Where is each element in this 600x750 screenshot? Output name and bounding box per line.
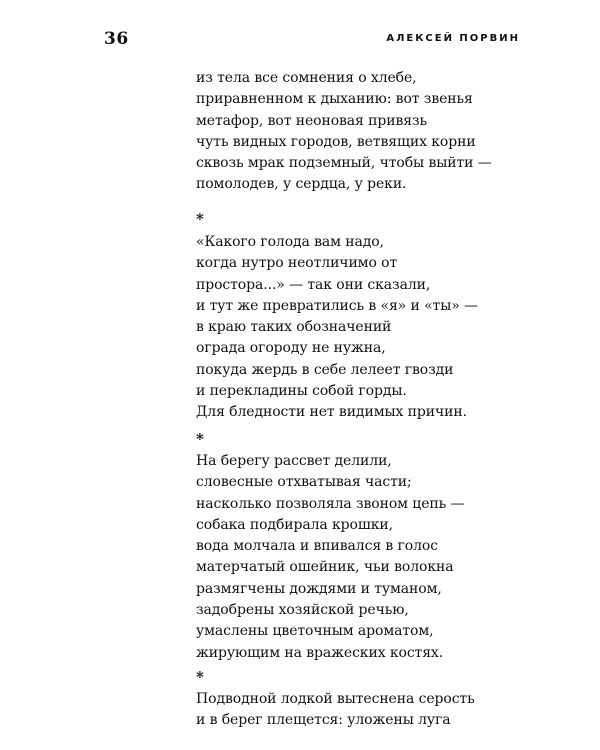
poem-line: вода молчала и впивался в голос — [196, 538, 438, 555]
poem-line: простора...» — так они сказали, — [196, 276, 431, 293]
poem-line: насколько позволяла звоном цепь — — [196, 495, 465, 512]
poem-line: когда нутро неотличимо от — [196, 255, 398, 272]
stanza-4 — [196, 689, 576, 732]
poem-line: «Какого голода вам надо, — [196, 234, 384, 250]
poem-line: размягчены дождями и туманом, — [196, 580, 442, 597]
poem-line: и перекладины собой горды. — [196, 383, 407, 400]
poem-line: собака подбирала крошки, — [196, 516, 394, 533]
poem-line: На берегу рассвет делили, — [196, 453, 392, 469]
poem-line: метафор, вот неоновая привязь — [196, 112, 428, 129]
poem-line: Подводной лодкой вытеснена серость — [196, 691, 475, 707]
poem-line: умаслены цветочным ароматом, — [196, 623, 434, 640]
page-number: 36 — [104, 29, 129, 49]
poem-line: помолодев, у сердца, у реки. — [196, 176, 407, 193]
poem-line: словесные отхватывая части; — [196, 474, 412, 491]
poem-line: жирующим на вражеских костях. — [196, 644, 444, 661]
poem-line: матерчатый ошейник, чьи волокна — [196, 559, 454, 576]
poem-line: Для бледности нет видимых причин. — [196, 404, 467, 421]
poem-line: сквозь мрак подземный, чтобы выйти — — [196, 155, 492, 172]
poem-line: приравненном к дыханию: вот звенья — [196, 91, 473, 108]
poem-line: в краю таких обозначений — [196, 319, 392, 336]
stanza-separator: * — [196, 430, 204, 448]
stanza-2 — [196, 232, 576, 424]
poem-line: из тела все сомнения о хлебе, — [196, 70, 417, 86]
stanza-3 — [196, 451, 576, 664]
stanza-separator: * — [196, 210, 204, 228]
running-title: АЛЕКСЕЙ ПОРВИН — [386, 33, 520, 44]
poem-line: ограда огороду не нужна, — [196, 340, 386, 357]
poem-line: и тут же превратились в «я» и «ты» — — [196, 297, 478, 314]
stanza-separator: * — [196, 668, 204, 686]
stanza-1 — [196, 68, 576, 196]
poem-line: и в берег плещется: уложены луга — [196, 712, 451, 729]
poem-line: задобрены хозяйской речью, — [196, 602, 409, 619]
poem-line: чуть видных городов, ветвящих корни — [196, 133, 476, 150]
poem-line: покуда жердь в себе лелеет гвозди — [196, 361, 454, 378]
